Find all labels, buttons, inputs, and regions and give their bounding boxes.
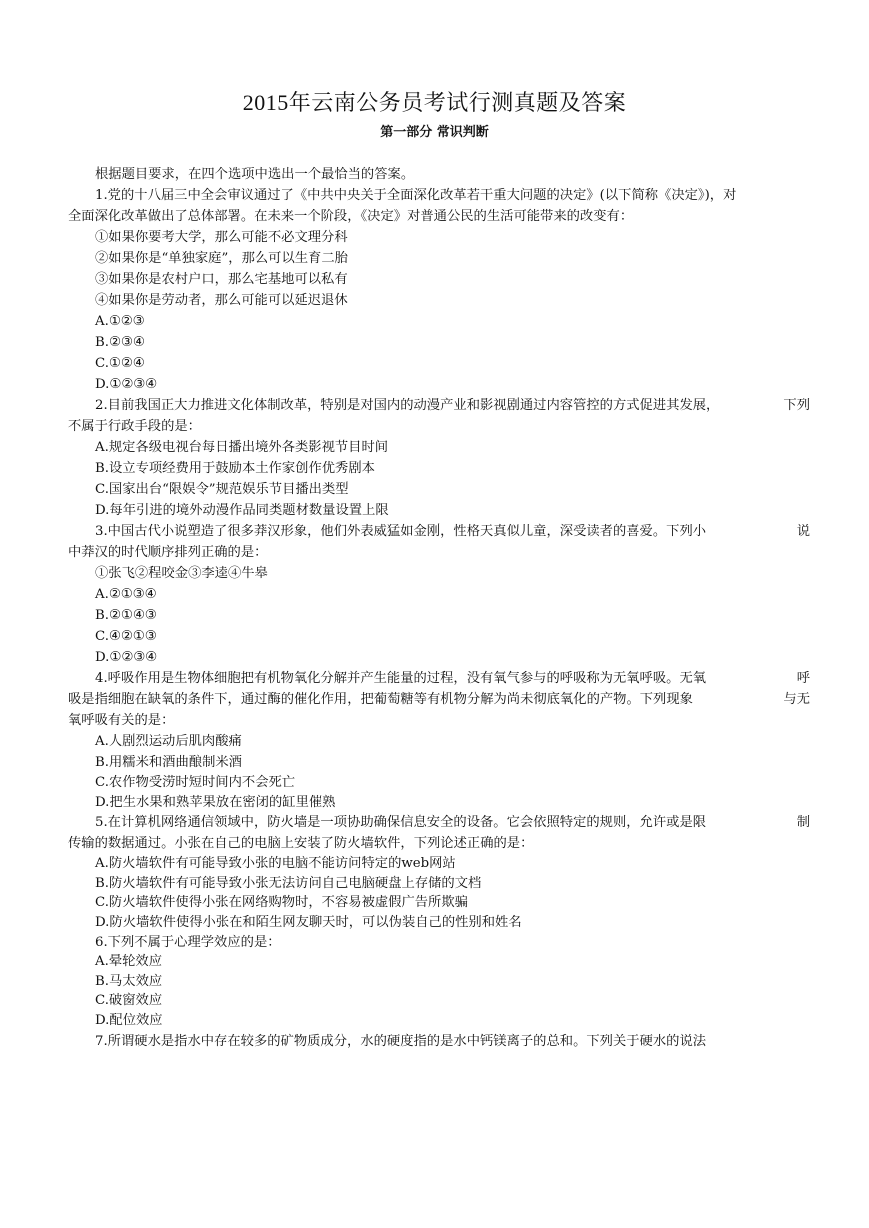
q2-option-d: D.每年引进的境外动漫作品同类题材数量设置上限 bbox=[95, 503, 389, 518]
q6-option-b: B.马太效应 bbox=[95, 973, 163, 989]
q7-stem: 7.所谓硬水是指水中存在较多的矿物质成分，水的硬度指的是水中钙镁离子的总和。下列关于硬水的说法 bbox=[95, 1033, 707, 1049]
q3-stem-line-1 bbox=[68, 521, 810, 542]
document-body bbox=[68, 164, 810, 1052]
q5-option-d: D.防火墙软件使得小张在和陌生网友聊天时，可以伪装自己的性别和姓名 bbox=[95, 914, 522, 930]
q5-stem-line-1-end: 制 bbox=[796, 815, 810, 831]
q2-stem-line-1-main: 2.目前我国正大力推进文化体制改革，特别是对国内的动漫产业和影视剧通过内容管控的方式促进其发展， bbox=[95, 398, 720, 413]
q2-option-a: A.规定各级电视台每日播出境外各类影视节目时间 bbox=[95, 440, 389, 455]
q4-stem-line-3: 氧呼吸有关的是： bbox=[68, 713, 175, 728]
q3-option-a: A.②①③④ bbox=[95, 587, 157, 602]
q1-option-c: C.①②④ bbox=[95, 356, 145, 371]
q4-option-c: C.农作物受涝时短时间内不会死亡 bbox=[95, 775, 296, 790]
q3-option-d: D.①②③④ bbox=[95, 650, 158, 665]
q5-option-c: C.防火墙软件使得小张在网络购物时，不容易被虚假广告所欺骗 bbox=[95, 895, 468, 911]
q4-stem-line-1-main: 4.呼吸作用是生物体细胞把有机物氧化分解并产生能量的过程，没有氧气参与的呼吸称为无氧呼吸。无氧 bbox=[95, 671, 707, 686]
q2-option-b: B.设立专项经费用于鼓励本土作家创作优秀剧本 bbox=[95, 461, 375, 476]
q1-option-a: A.①②③ bbox=[95, 314, 145, 329]
q4-stem-line-2-main: 吸是指细胞在缺氧的条件下，通过酶的催化作用，把葡萄糖等有机物分解为尚未彻底氧化的产物。下列现象 bbox=[68, 692, 693, 707]
q1-stem-line-1: 1.党的十八届三中全会审议通过了《中共中央关于全面深化改革若干重大问题的决定》(以下简称《决定》)，对 bbox=[95, 188, 737, 203]
section-heading: 第一部分 常识判断 bbox=[380, 125, 489, 140]
q4-stem-line-2 bbox=[68, 689, 810, 710]
q4-stem-line-2-end: 与无 bbox=[783, 692, 810, 707]
q5-stem-line-2: 传输的数据通过。小张在自己的电脑上安装了防火墙软件，下列论述正确的是： bbox=[68, 836, 534, 852]
q3-stem-line-2: 中莽汉的时代顺序排列正确的是： bbox=[68, 545, 268, 560]
q1-option-b: B.②③④ bbox=[95, 335, 145, 350]
q5-stem-line-1-main: 5.在计算机网络通信领域中，防火墙是一项协助确保信息安全的设备。它会依照特定的规则，允许或是限 bbox=[95, 815, 707, 831]
q1-item-4: ④如果你是劳动者，那么可能可以延迟退休 bbox=[95, 293, 348, 308]
q1-item-2: ②如果你是“单独家庭”，那么可以生育二胎 bbox=[95, 251, 348, 266]
q4-option-a: A.人剧烈运动后肌肉酸痛 bbox=[95, 734, 242, 749]
document-title: 2015年云南公务员考试行测真题及答案 bbox=[242, 90, 627, 115]
q6-option-a: A.晕轮效应 bbox=[95, 954, 163, 970]
q5-stem-line-1 bbox=[68, 812, 810, 833]
q3-stem-line-1-main: 3.中国古代小说塑造了很多莽汉形象，他们外表威猛如金刚，性格天真似儿童，深受读者的喜爱。下列小 bbox=[95, 524, 707, 539]
intro-text: 根据题目要求，在四个选项中选出一个最恰当的答案。 bbox=[95, 167, 415, 182]
q2-stem-line-1 bbox=[68, 395, 810, 416]
q4-stem-line-1-end: 呼 bbox=[796, 671, 810, 686]
q1-item-3: ③如果你是农村户口，那么宅基地可以私有 bbox=[95, 272, 348, 287]
q4-option-d: D.把生水果和熟苹果放在密闭的缸里催熟 bbox=[95, 794, 336, 810]
q1-item-1: ①如果你要考大学，那么可能不必文理分科 bbox=[95, 230, 348, 245]
q2-option-c: C.国家出台“限娱令”规范娱乐节目播出类型 bbox=[95, 482, 349, 497]
q3-option-b: B.②①④③ bbox=[95, 608, 157, 623]
q3-option-c: C.④②①③ bbox=[95, 629, 157, 644]
q5-option-a: A.防火墙软件有可能导致小张的电脑不能访问特定的web网站 bbox=[95, 856, 456, 872]
q4-stem-line-1 bbox=[68, 668, 810, 689]
q6-option-d: D.配位效应 bbox=[95, 1012, 163, 1028]
q3-items: ①张飞②程咬金③李逵④牛皋 bbox=[95, 566, 268, 581]
q1-option-d: D.①②③④ bbox=[95, 377, 158, 392]
q6-option-c: C.破窗效应 bbox=[95, 993, 163, 1009]
q4-option-b: B.用糯米和酒曲酿制米酒 bbox=[95, 755, 242, 770]
q2-stem-line-1-end: 下列 bbox=[783, 398, 810, 413]
q1-stem-line-2: 全面深化改革做出了总体部署。在未来一个阶段，《决定》对普通公民的生活可能带来的改变有： bbox=[68, 209, 634, 224]
q5-option-b: B.防火墙软件有可能导致小张无法访问自己电脑硬盘上存储的文档 bbox=[95, 875, 482, 891]
q2-stem-line-2: 不属于行政手段的是： bbox=[68, 419, 201, 434]
q3-stem-line-1-end: 说 bbox=[796, 524, 810, 539]
q6-stem: 6.下列不属于心理学效应的是： bbox=[95, 934, 281, 950]
